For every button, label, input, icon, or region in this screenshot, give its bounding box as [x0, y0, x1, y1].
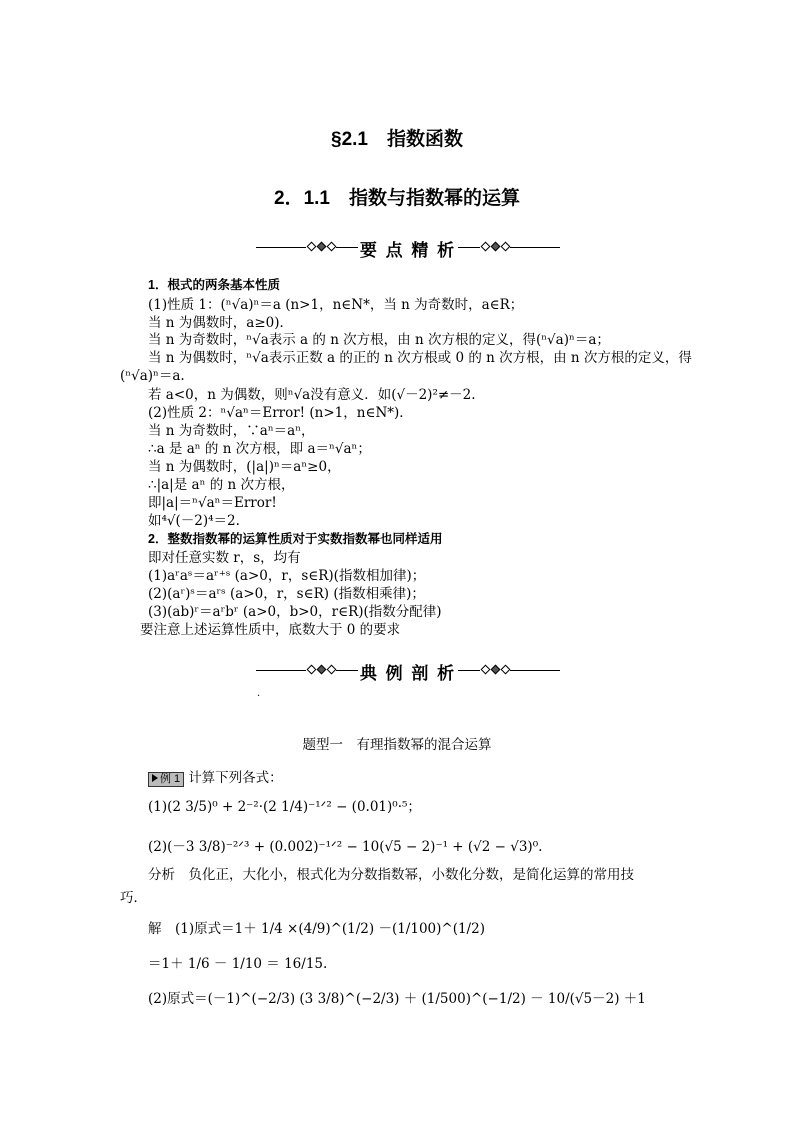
analysis-line-1: 分析 负化正，大化小，根式化为分数指数幂，小数化分数，是简化运算的常用技: [148, 867, 634, 882]
point-line: 当 n 为奇数时，∵aⁿ＝aⁿ，: [148, 423, 315, 439]
point-line: 要注意上述运算性质中，底数大于 0 的要求: [140, 622, 401, 638]
point-line: 即|a|＝ⁿ√aⁿ＝Error!: [148, 495, 277, 511]
banner-title: 要 点 精 析: [359, 241, 457, 260]
point-line: 当 n 为偶数时，a≥0)．: [148, 315, 293, 331]
analysis-line-2: 巧．: [120, 890, 147, 905]
play-icon: [152, 774, 158, 782]
point-line: ∴a 是 aⁿ 的 n 次方根，即 a＝ⁿ√aⁿ；: [148, 441, 371, 457]
point-line: 即对任意实数 r，s，均有: [148, 550, 301, 566]
chapter-title: §2.1 指数函数: [331, 129, 463, 150]
banner-rule-right: [510, 247, 560, 248]
point-line: ∴|a|是 aⁿ 的 n 次方根，: [148, 477, 295, 493]
example-item-1: (1)(2 3/5)⁰ + 2⁻²·(2 1/4)⁻¹ᐟ² − (0.01)⁰·⁵；: [148, 799, 421, 815]
point-line: 如⁴√(－2)⁴＝2.: [148, 513, 240, 529]
point-heading-1: 1．根式的两条基本性质: [148, 278, 280, 292]
point-heading-2: 2．整数指数幂的运算性质对于实数指数幂也同样适用: [148, 532, 443, 546]
point-line: 当 n 为偶数时，(|a|)ⁿ＝aⁿ≥0，: [148, 459, 341, 475]
solution-line-2: ＝1＋ 1/6 － 1/10 ＝ 16/15.: [148, 956, 328, 972]
solution-line-3: (2)原式＝(－1)^(−2/3) (3 3/8)^(−2/3) ＋ (1/500)^(−1/2) － 10/(√5－2) ＋1: [148, 991, 646, 1007]
point-line: 若 a<0，n 为偶数，则ⁿ√a没有意义．如(√－2)²≠－2.: [148, 387, 476, 403]
type-title: 题型一 有理指数幂的混合运算: [302, 737, 492, 752]
point-line: (2)(aʳ)ˢ＝aʳˢ (a>0，r，s∈R) (指数相乘律)；: [148, 586, 425, 602]
banner-rule-right-short: [458, 247, 480, 248]
section-title: 2．1.1 指数与指数幂的运算: [274, 188, 520, 209]
example-prompt-row: [148, 769, 283, 787]
banner-key-points: [256, 236, 560, 258]
solution-line-1: 解 (1)原式＝1＋ 1/4 ×(4/9)^(1/2) －(1/100)^(1/2): [148, 921, 485, 937]
point-line: (2)性质 2：ⁿ√aⁿ＝Error! (n>1，n∈N*)．: [148, 405, 413, 421]
example-item-2: (2)(－3 3/8)⁻²ᐟ³ + (0.002)⁻¹ᐟ² − 10(√5 − 2)⁻¹ + (√2 − √3)⁰.: [148, 839, 543, 855]
banner-rule-right: [510, 670, 560, 671]
stray-dot: .: [257, 688, 261, 699]
banner-rule-right-short: [458, 670, 480, 671]
example-badge-label: 例 1: [160, 773, 181, 785]
banner-examples: [256, 659, 560, 681]
example-prompt: 计算下列各式：: [188, 770, 283, 785]
point-line: 当 n 为奇数时，ⁿ√a表示 a 的 n 次方根，由 n 次方根的定义，得(ⁿ√a)ⁿ＝a；: [148, 332, 610, 348]
point-line: (3)(ab)ʳ＝aʳbʳ (a>0，b>0，r∈R)(指数分配律): [148, 604, 442, 620]
point-line: 当 n 为偶数时，ⁿ√a表示正数 a 的正的 n 次方根或 0 的 n 次方根，由 n 次方根的定义，得: [148, 350, 692, 366]
point-line: (ⁿ√a)ⁿ＝a.: [120, 368, 185, 384]
banner-title: 典 例 剖 析: [359, 664, 457, 683]
example-badge: [148, 772, 184, 787]
point-line: (1)aʳaˢ＝aʳ⁺ˢ (a>0，r，s∈R)(指数相加律)；: [148, 568, 426, 584]
point-line: (1)性质 1：(ⁿ√a)ⁿ＝a (n>1，n∈N*，当 n 为奇数时，a∈R；: [148, 297, 524, 313]
